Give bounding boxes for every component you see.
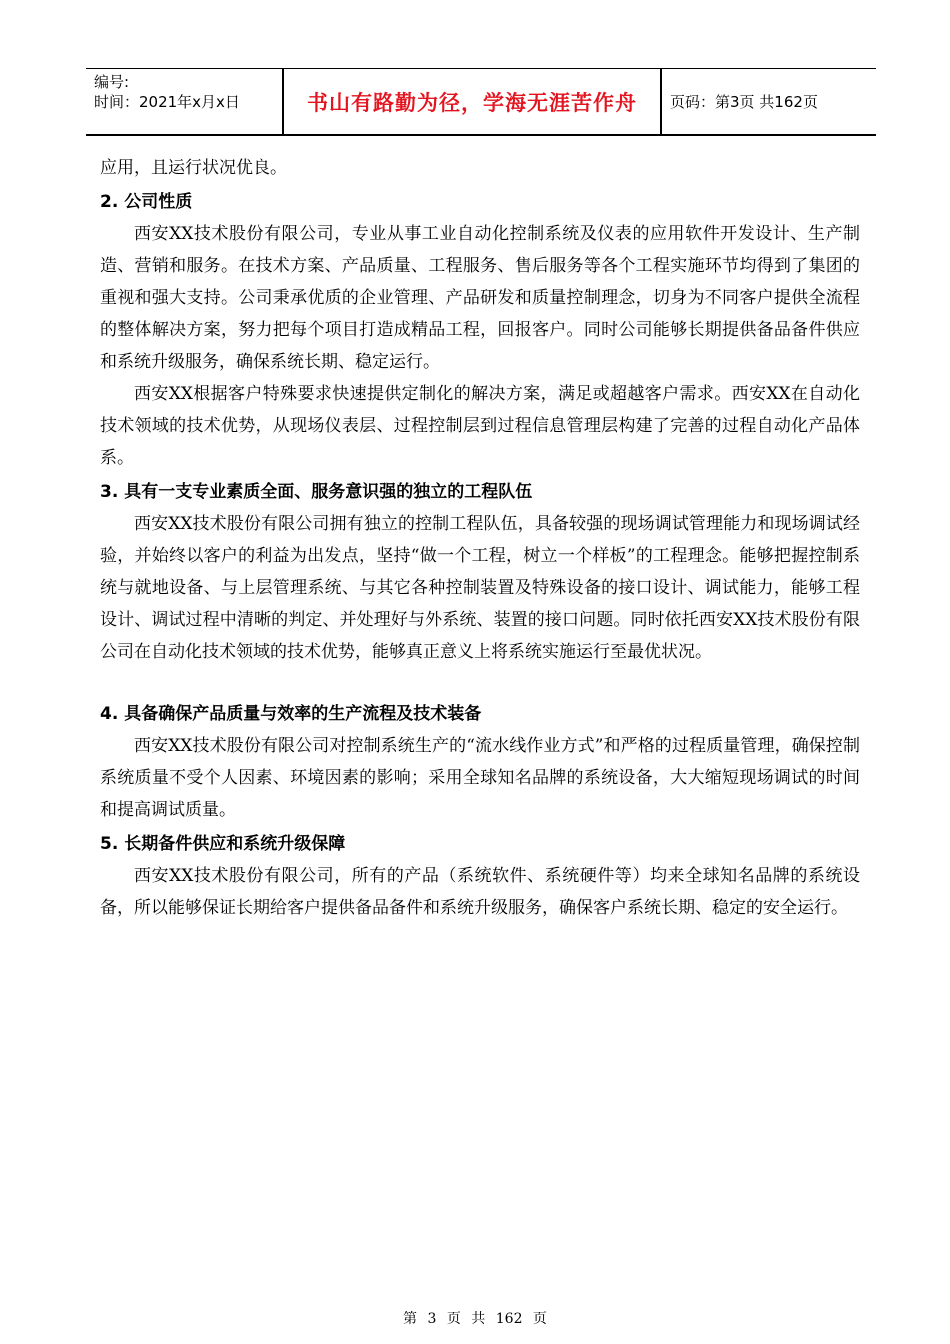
section-2 bbox=[100, 184, 860, 474]
header-page-info: 页码：第3页 共162页 bbox=[670, 93, 818, 111]
section-heading: 4. 具备确保产品质量与效率的生产流程及技术装备 bbox=[100, 704, 482, 724]
section-heading: 3. 具有一支专业素质全面、服务意识强的独立的工程队伍 bbox=[100, 482, 533, 502]
section-heading: 2. 公司性质 bbox=[100, 192, 193, 212]
header-page-cell bbox=[662, 69, 876, 134]
header-motto-cell bbox=[284, 69, 662, 134]
intro-paragraph: 应用，且运行状况优良。 bbox=[100, 158, 287, 178]
spacer bbox=[100, 668, 860, 696]
header-time-label: 时间：2021年x月x日 bbox=[94, 93, 240, 111]
section-paragraph: 西安XX技术股份有限公司，所有的产品（系统软件、系统硬件等）均来全球知名品牌的系统设备，所以能够保证长期给客户提供备品备件和系统升级服务，确保客户系统长期、稳定的安全运行。 bbox=[100, 866, 860, 918]
section-4 bbox=[100, 696, 860, 826]
section-heading: 5. 长期备件供应和系统升级保障 bbox=[100, 834, 346, 854]
page-header bbox=[86, 68, 876, 136]
header-number-label: 编号: bbox=[94, 73, 130, 91]
header-meta bbox=[86, 69, 284, 134]
page-footer: 第 3 页 共 162 页 bbox=[403, 1311, 547, 1327]
document-body bbox=[100, 152, 860, 924]
section-paragraph: 西安XX技术股份有限公司，专业从事工业自动化控制系统及仪表的应用软件开发设计、生产制造、营销和服务。在技术方案、产品质量、工程服务、售后服务等各个工程实施环节均得到了集团的重视和强大支持。公司秉承优质的企业管理、产品研发和质量控制理念，切身为不同客户提供全流程的整体解决方案，努力把每个项目打造成精品工程，回报客户。同时公司能够长期提供备品备件供应和系统升级服务，确保系统长期、稳定运行。 bbox=[100, 224, 860, 372]
header-motto: 书山有路勤为径，学海无涯苦作舟 bbox=[307, 90, 637, 115]
section-paragraph: 西安XX根据客户特殊要求快速提供定制化的解决方案，满足或超越客户需求。西安XX在自动化技术领域的技术优势，从现场仪表层、过程控制层到过程信息管理层构建了完善的过程自动化产品体系。 bbox=[100, 384, 860, 468]
section-paragraph: 西安XX技术股份有限公司拥有独立的控制工程队伍，具备较强的现场调试管理能力和现场调试经验，并始终以客户的利益为出发点，坚持“做一个工程，树立一个样板”的工程理念。能够把握控制系统与就地设备、与上层管理系统、与其它各种控制装置及特殊设备的接口设计、调试能力，能够工程设计、调试过程中清晰的判定、并处理好与外系统、装置的接口问题。同时依托西安XX技术股份有限公司在自动化技术领域的技术优势，能够真正意义上将系统实施运行至最优状况。 bbox=[100, 514, 860, 662]
section-5 bbox=[100, 826, 860, 924]
section-paragraph: 西安XX技术股份有限公司对控制系统生产的“流水线作业方式”和严格的过程质量管理，确保控制系统质量不受个人因素、环境因素的影响；采用全球知名品牌的系统设备，大大缩短现场调试的时间和提高调试质量。 bbox=[100, 736, 860, 820]
section-3 bbox=[100, 474, 860, 668]
